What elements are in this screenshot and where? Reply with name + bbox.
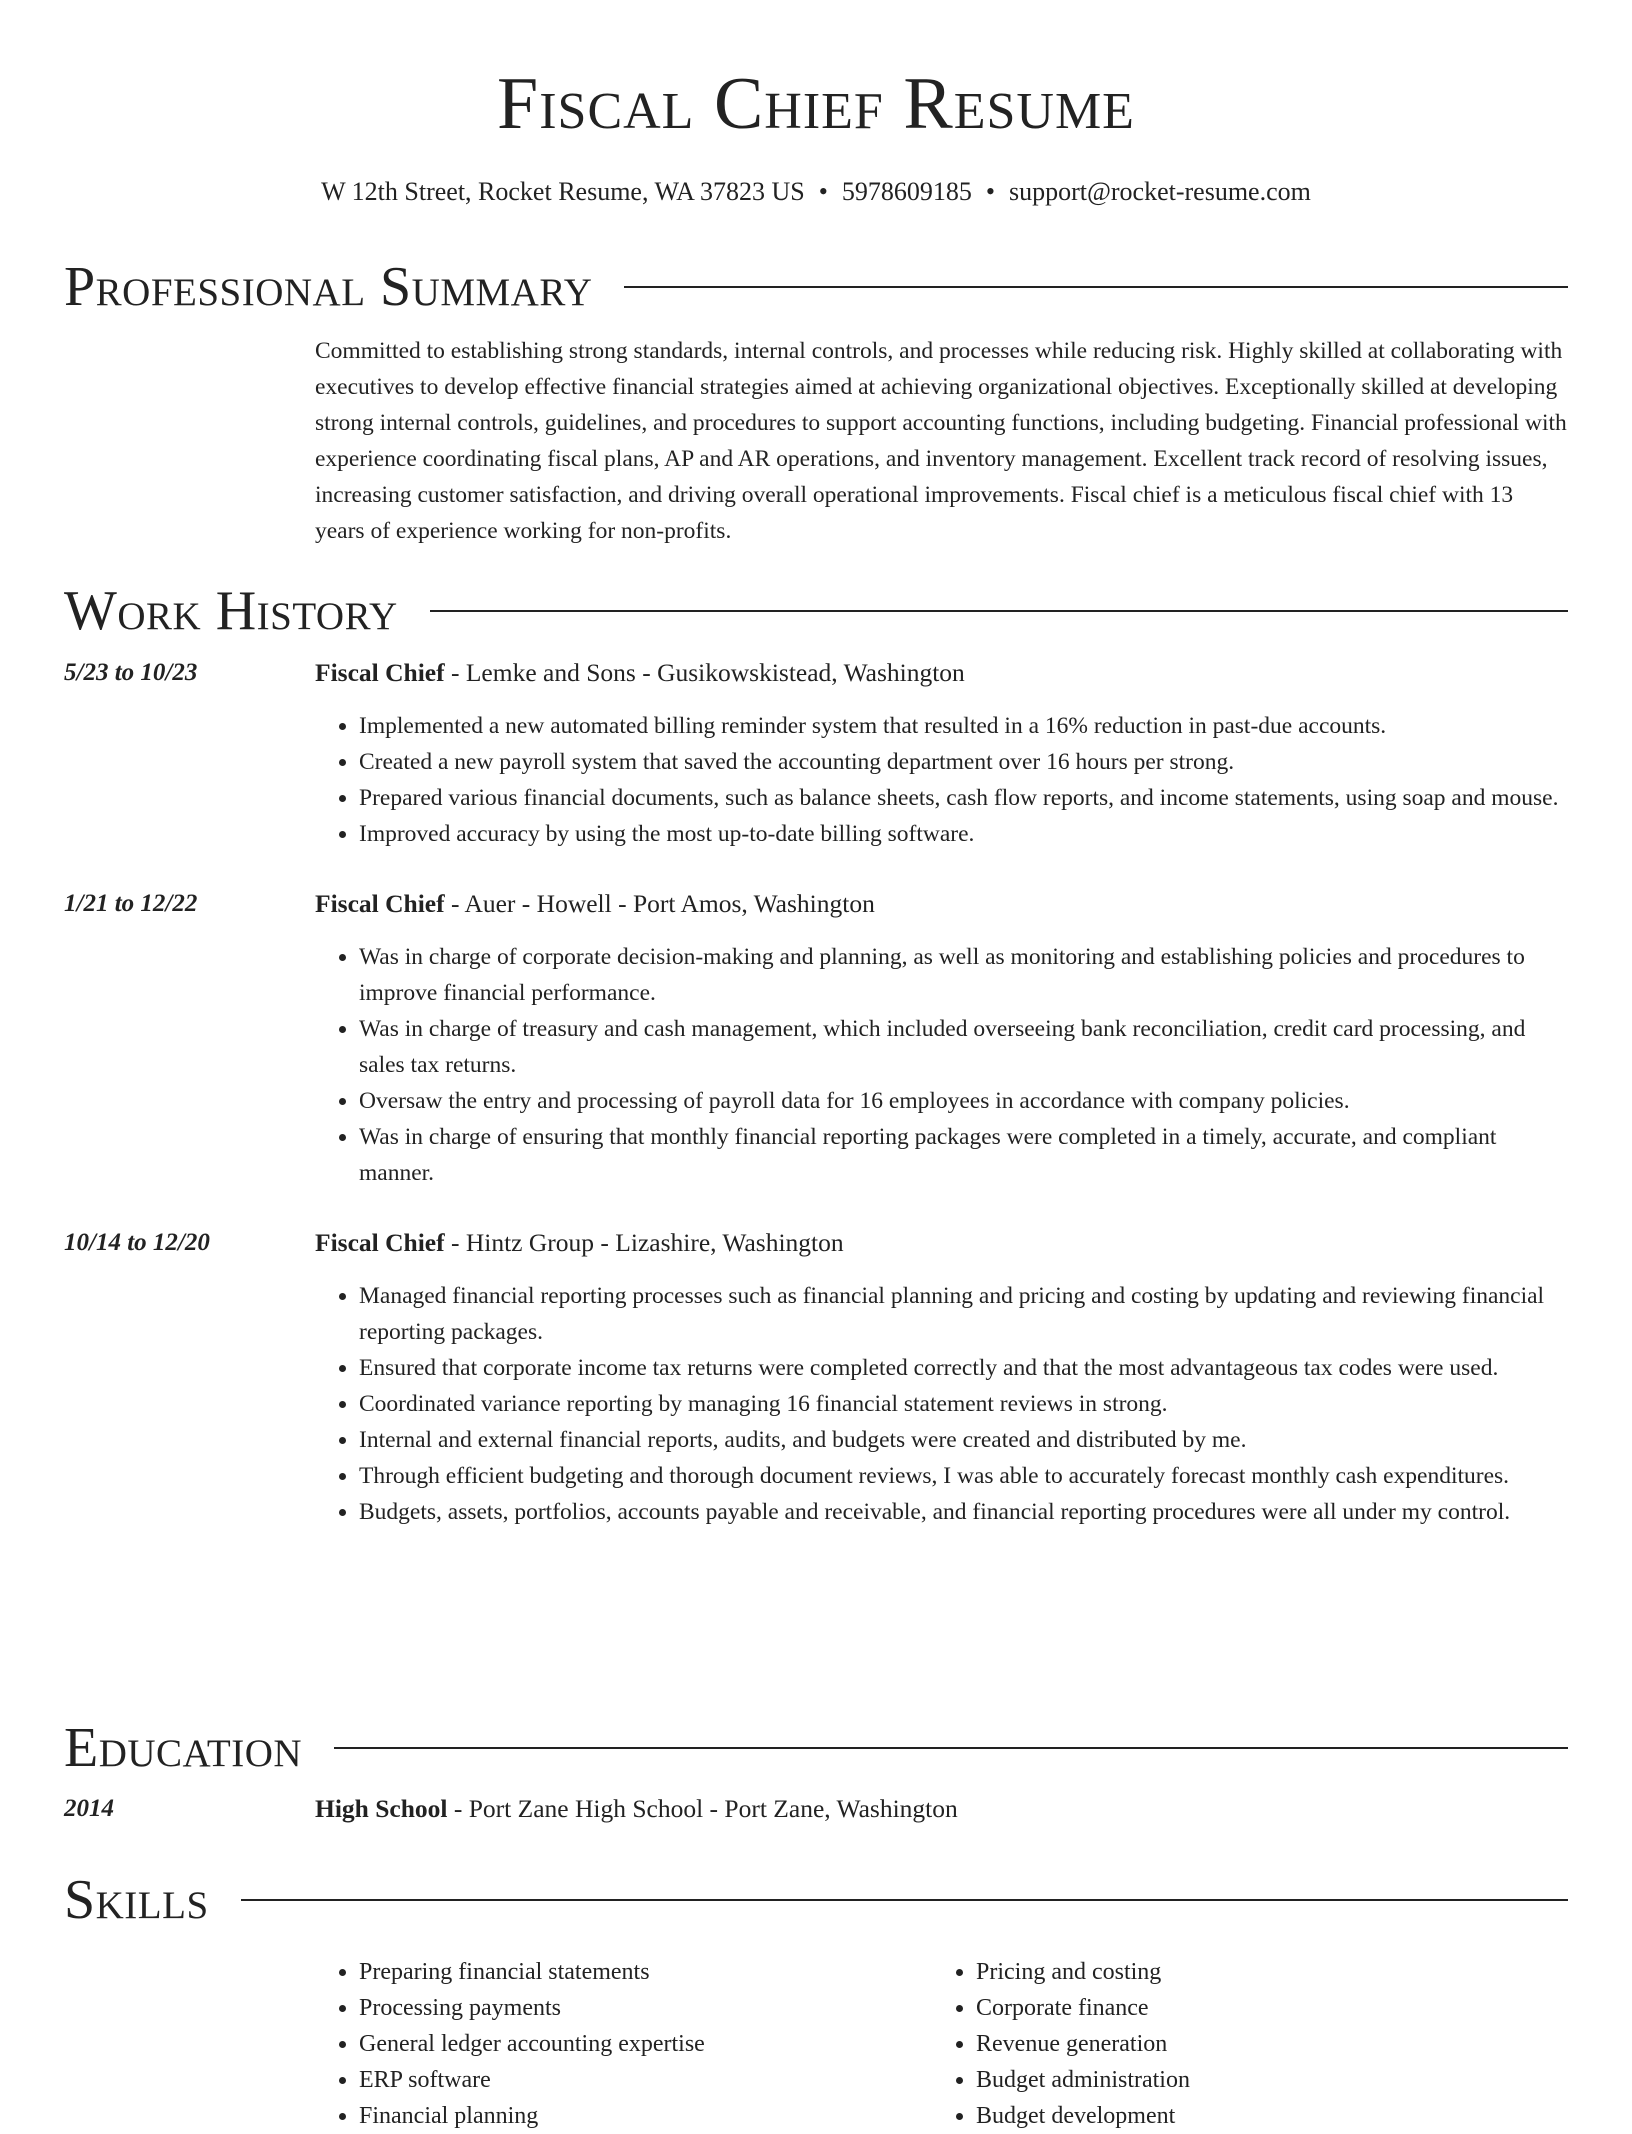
job-bullet: • Implemented a new automated billing reminder system that resulted in a 16% reduction in past-due accounts. — [359, 708, 1568, 744]
job-title: Fiscal Chief — [315, 889, 445, 918]
skill-item: • Budget administration — [976, 2062, 1549, 2098]
skill-item: • Preparing financial statements — [359, 1954, 932, 1990]
summary-text: Committed to establishing strong standards, internal controls, and processes while reducing risk. Highly skilled at collaborating with executives to develop effective financial strategies aimed at achieving organizational objectives. Exceptionally skilled at developing strong internal controls, guidelines, and procedures to support accounting functions, including budgeting. Financial professional with experience coordinating fiscal plans, AP and AR operations, and inventory management. Excellent track record of resolving issues, increasing customer satisfaction, and driving overall operational improvements. Fiscal chief is a meticulous fiscal chief with 13 years of experience working for non-profits. — [315, 338, 1567, 544]
job-entry-3 — [64, 1225, 1568, 1530]
job-dates: 5/23 to 10/23 — [64, 659, 198, 686]
job-title: Fiscal Chief — [315, 1228, 445, 1257]
job-bullets — [315, 1278, 1568, 1530]
job-title-line — [315, 1225, 1568, 1261]
job-bullet: • Through efficient budgeting and thorough document reviews, I was able to accurately forecast monthly cash expenditures. — [359, 1458, 1568, 1494]
skills-list-left — [315, 1954, 932, 2134]
education-header — [64, 1713, 1568, 1783]
job-content — [315, 655, 1568, 852]
skills-header — [64, 1865, 1568, 1935]
summary-heading: Professional Summary — [64, 256, 593, 318]
skills-section — [64, 1865, 1568, 2134]
skill-item: • Revenue generation — [976, 2026, 1549, 2062]
job-bullet: • Was in charge of treasury and cash management, which included overseeing bank reconciliation, credit card processing, and sales tax returns. — [359, 1011, 1568, 1083]
work-history-header — [64, 576, 1568, 646]
education-section — [64, 1713, 1568, 1827]
skill-item: • Pricing and costing — [976, 1954, 1549, 1990]
job-dates: 1/21 to 12/22 — [64, 890, 198, 917]
job-bullet: • Managed financial reporting processes such as financial planning and pricing and costing by updating and reviewing financial reporting packages. — [359, 1278, 1568, 1350]
job-bullets — [315, 939, 1568, 1191]
skill-item: • Financial planning — [359, 2098, 932, 2134]
contact-separator: • — [818, 177, 828, 206]
skills-heading: Skills — [64, 1869, 209, 1931]
education-degree: High School — [315, 1794, 448, 1823]
education-title-line — [315, 1791, 1568, 1827]
job-bullet: • Oversaw the entry and processing of payroll data for 16 employees in accordance with company policies. — [359, 1083, 1568, 1119]
contact-line — [0, 174, 1632, 210]
job-title: Fiscal Chief — [315, 658, 445, 687]
job-entry-2 — [64, 886, 1568, 1191]
job-bullet: • Coordinated variance reporting by managing 16 financial statement reviews in strong. — [359, 1386, 1568, 1422]
job-title-line — [315, 655, 1568, 691]
section-divider — [624, 286, 1568, 288]
job-dates: 10/14 to 12/20 — [64, 1229, 210, 1256]
contact-address: W 12th Street, Rocket Resume, WA 37823 US — [321, 177, 805, 206]
education-details: - Port Zane High School - Port Zane, Washington — [447, 1794, 958, 1823]
section-divider — [241, 1899, 1568, 1901]
education-year: 2014 — [64, 1795, 114, 1822]
job-bullet: • Ensured that corporate income tax returns were completed correctly and that the most advantageous tax codes were used. — [359, 1350, 1568, 1386]
skills-list-right — [932, 1954, 1549, 2134]
section-divider — [334, 1747, 1568, 1749]
contact-phone: 5978609185 — [841, 177, 972, 206]
job-entry-1 — [64, 655, 1568, 852]
job-bullet: • Internal and external financial reports, audits, and budgets were created and distributed by me. — [359, 1422, 1568, 1458]
resume-title: Fiscal Chief Resume — [497, 63, 1135, 145]
job-bullet: • Created a new payroll system that saved the accounting department over 16 hours per strong. — [359, 744, 1568, 780]
job-bullet: • Budgets, assets, portfolios, accounts payable and receivable, and financial reporting procedures were all under my control. — [359, 1494, 1568, 1530]
skill-item: • Corporate finance — [976, 1990, 1549, 2026]
skill-item: • General ledger accounting expertise — [359, 2026, 932, 2062]
summary-section — [64, 252, 1568, 549]
job-bullet: • Prepared various financial documents, such as balance sheets, cash flow reports, and income statements, using soap and mouse. — [359, 780, 1568, 816]
job-content — [315, 886, 1568, 1191]
contact-email: support@rocket-resume.com — [1008, 177, 1311, 206]
job-bullet: • Improved accuracy by using the most up-to-date billing software. — [359, 816, 1568, 852]
skill-item: • Processing payments — [359, 1990, 932, 2026]
education-heading: Education — [64, 1717, 303, 1779]
section-divider — [430, 610, 1568, 612]
education-entry — [64, 1791, 1568, 1827]
job-bullet: • Was in charge of ensuring that monthly financial reporting packages were completed in a timely, accurate, and compliant manner. — [359, 1119, 1568, 1191]
job-bullets — [315, 708, 1568, 852]
contact-separator: • — [985, 177, 995, 206]
job-bullet: • Was in charge of corporate decision-making and planning, as well as monitoring and establishing policies and procedures to improve financial performance. — [359, 939, 1568, 1011]
work-history-heading: Work History — [64, 580, 398, 642]
work-history-section — [64, 576, 1568, 1530]
job-content — [315, 1225, 1568, 1530]
summary-header — [64, 252, 1568, 322]
job-details: - Hintz Group - Lizashire, Washington — [444, 1228, 844, 1257]
job-details: - Lemke and Sons - Gusikowskistead, Washington — [444, 658, 965, 687]
skills-columns — [315, 1954, 1568, 2134]
job-title-line — [315, 886, 1568, 922]
job-details: - Auer - Howell - Port Amos, Washington — [444, 889, 875, 918]
skill-item: • Budget development — [976, 2098, 1549, 2134]
skill-item: • ERP software — [359, 2062, 932, 2098]
education-content — [315, 1791, 1568, 1827]
